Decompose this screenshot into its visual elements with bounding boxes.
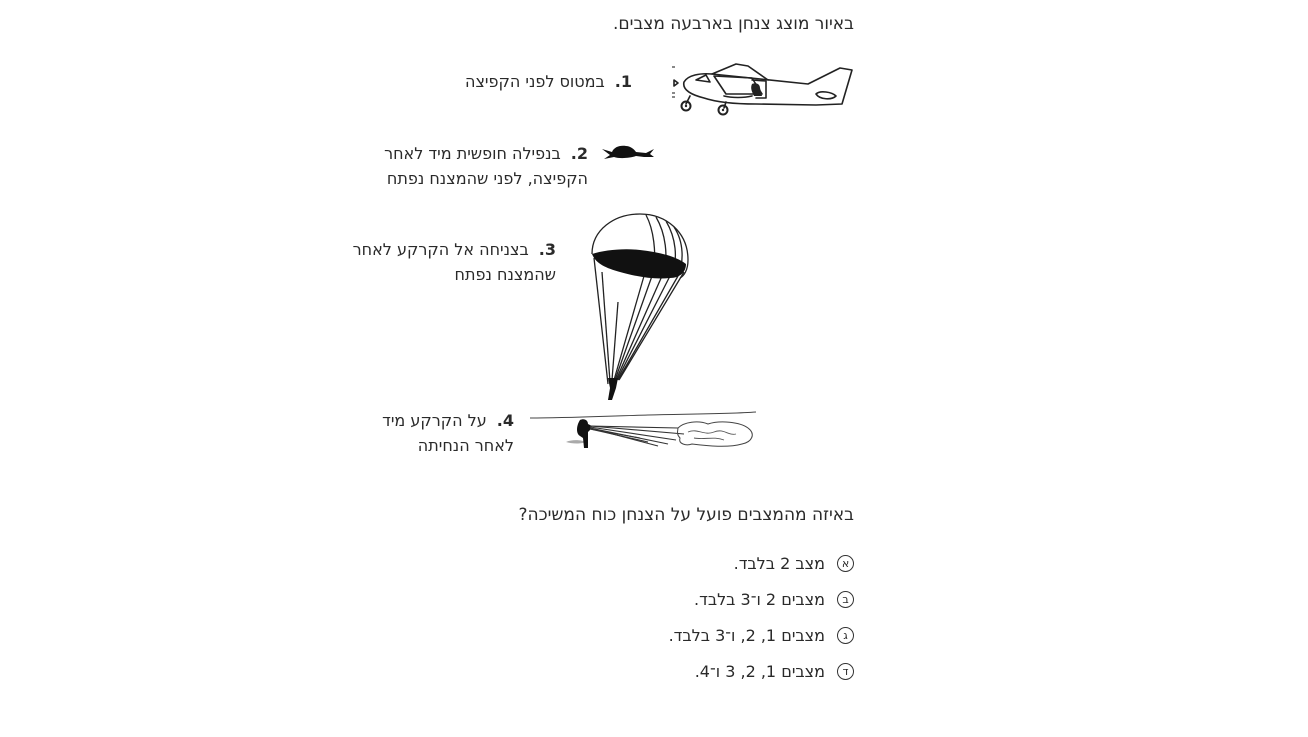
- state-4-number: 4.: [496, 411, 514, 430]
- state-3-line-1: בצניחה אל הקרקע לאחר: [352, 240, 529, 259]
- state-3-number: 3.: [538, 240, 556, 259]
- landed-parachutist-icon: [528, 406, 760, 456]
- open-parachute-icon: [584, 212, 690, 402]
- freefall-skydiver-icon: [600, 143, 656, 161]
- option-a-radio[interactable]: א: [837, 555, 854, 572]
- state-2-line-1: בנפילה חופשית מיד לאחר: [384, 144, 561, 163]
- option-c-radio[interactable]: ג: [837, 627, 854, 644]
- question-text: באיזה מהמצבים פועל על הצנחן כוח המשיכה?: [518, 505, 854, 525]
- state-3-label: [353, 237, 556, 287]
- option-c[interactable]: [669, 626, 854, 645]
- option-d-radio[interactable]: ד: [837, 663, 854, 680]
- state-4-label: [382, 408, 514, 458]
- state-4-line-1: על הקרקע מיד: [382, 411, 487, 430]
- airplane-icon: [666, 60, 858, 116]
- option-a[interactable]: [734, 554, 854, 573]
- option-d-text: מצבים 1, 2, 3 ו־4.: [694, 662, 825, 681]
- state-1-line-1: במטוס לפני הקפיצה: [464, 72, 605, 91]
- state-2-line-2: הקפיצה, לפני שהמצנח נפתח: [386, 169, 588, 188]
- intro-text: באיור מוצג צנחן בארבעה מצבים.: [612, 14, 854, 34]
- option-d[interactable]: [695, 662, 854, 681]
- option-c-text: מצבים 1, 2, ו־3 בלבד.: [668, 626, 825, 645]
- state-2-label: [384, 141, 588, 191]
- option-b-radio[interactable]: ב: [837, 591, 854, 608]
- option-b[interactable]: [694, 590, 854, 609]
- state-2-number: 2.: [570, 144, 588, 163]
- option-b-text: מצבים 2 ו־3 בלבד.: [694, 590, 825, 609]
- state-4-line-2: לאחר הנחיתה: [417, 436, 514, 455]
- state-1-label: [465, 69, 632, 94]
- state-3-line-2: שהמצנח נפתח: [454, 265, 556, 284]
- state-1-number: 1.: [614, 72, 632, 91]
- option-a-text: מצב 2 בלבד.: [733, 554, 825, 573]
